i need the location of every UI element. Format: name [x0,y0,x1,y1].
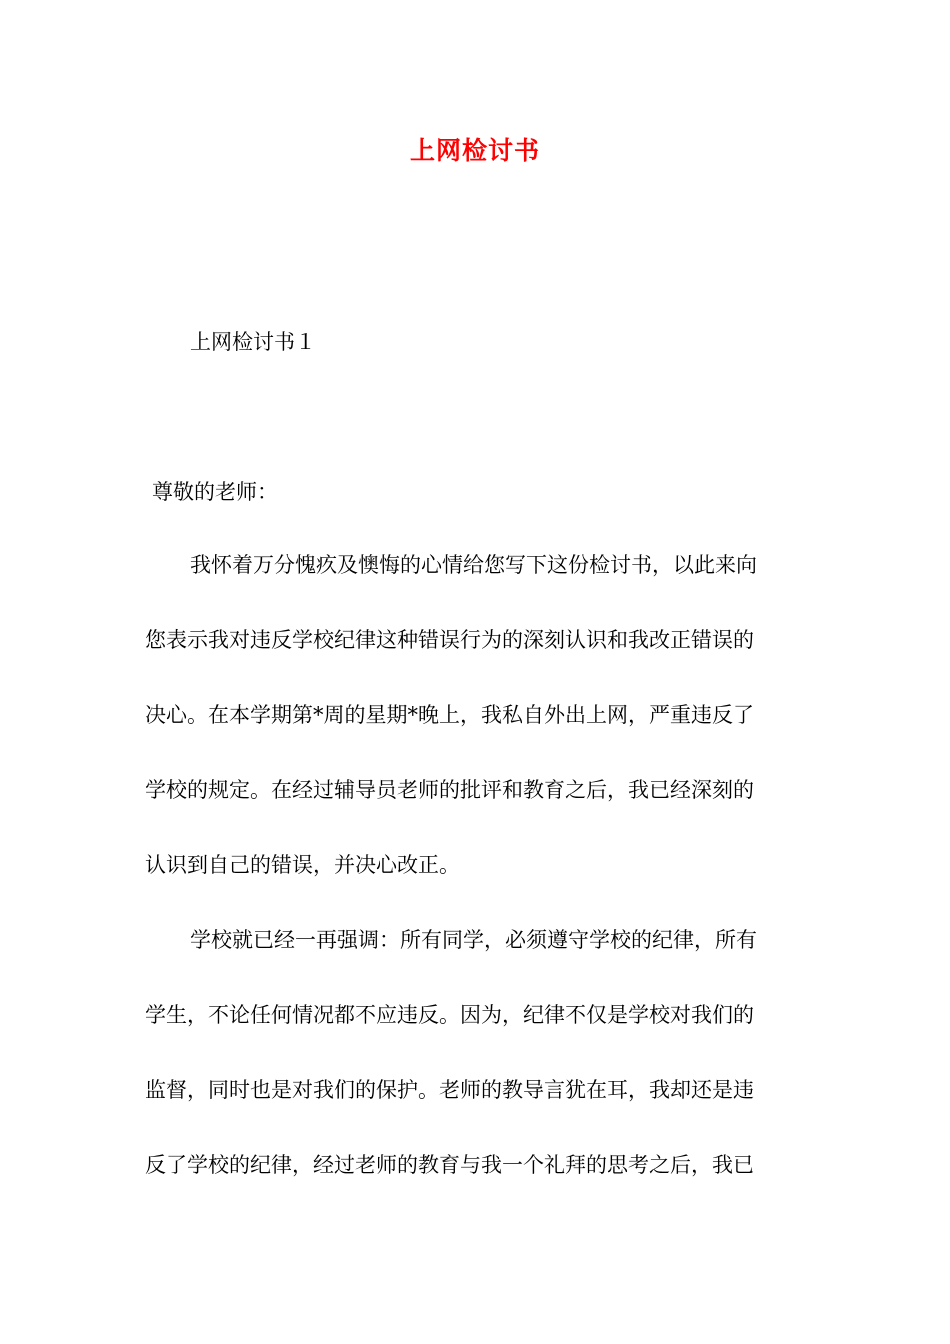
paragraph-line: 学校的规定。在经过辅导员老师的批评和教育之后，我已经深刻的 [145,778,754,802]
paragraph-line: 反了学校的纪律，经过老师的教育与我一个礼拜的思考之后，我已 [145,1153,754,1177]
paragraph-line: 您表示我对违反学校纪律这种错误行为的深刻认识和我改正错误的 [145,628,754,652]
paragraph-line: 决心。在本学期第*周的星期*晚上，我私自外出上网，严重违反了 [145,703,754,727]
paragraph-line: 学校就已经一再强调：所有同学，必须遵守学校的纪律，所有 [190,928,757,952]
paragraph-line: 认识到自己的错误，并决心改正。 [145,853,460,877]
paragraph-1 [145,528,810,903]
paragraph-line: 学生，不论任何情况都不应违反。因为，纪律不仅是学校对我们的 [145,1003,754,1027]
document-subtitle: 上网检讨书１ [190,330,316,354]
paragraph-line: 监督，同时也是对我们的保护。老师的教导言犹在耳，我却还是违 [145,1078,754,1102]
paragraph-line: 我怀着万分愧疚及懊悔的心情给您写下这份检讨书，以此来向 [190,553,757,577]
paragraph-2 [145,903,810,1203]
document-title: 上网检讨书 [409,136,540,165]
salutation: 尊敬的老师： [152,480,278,504]
